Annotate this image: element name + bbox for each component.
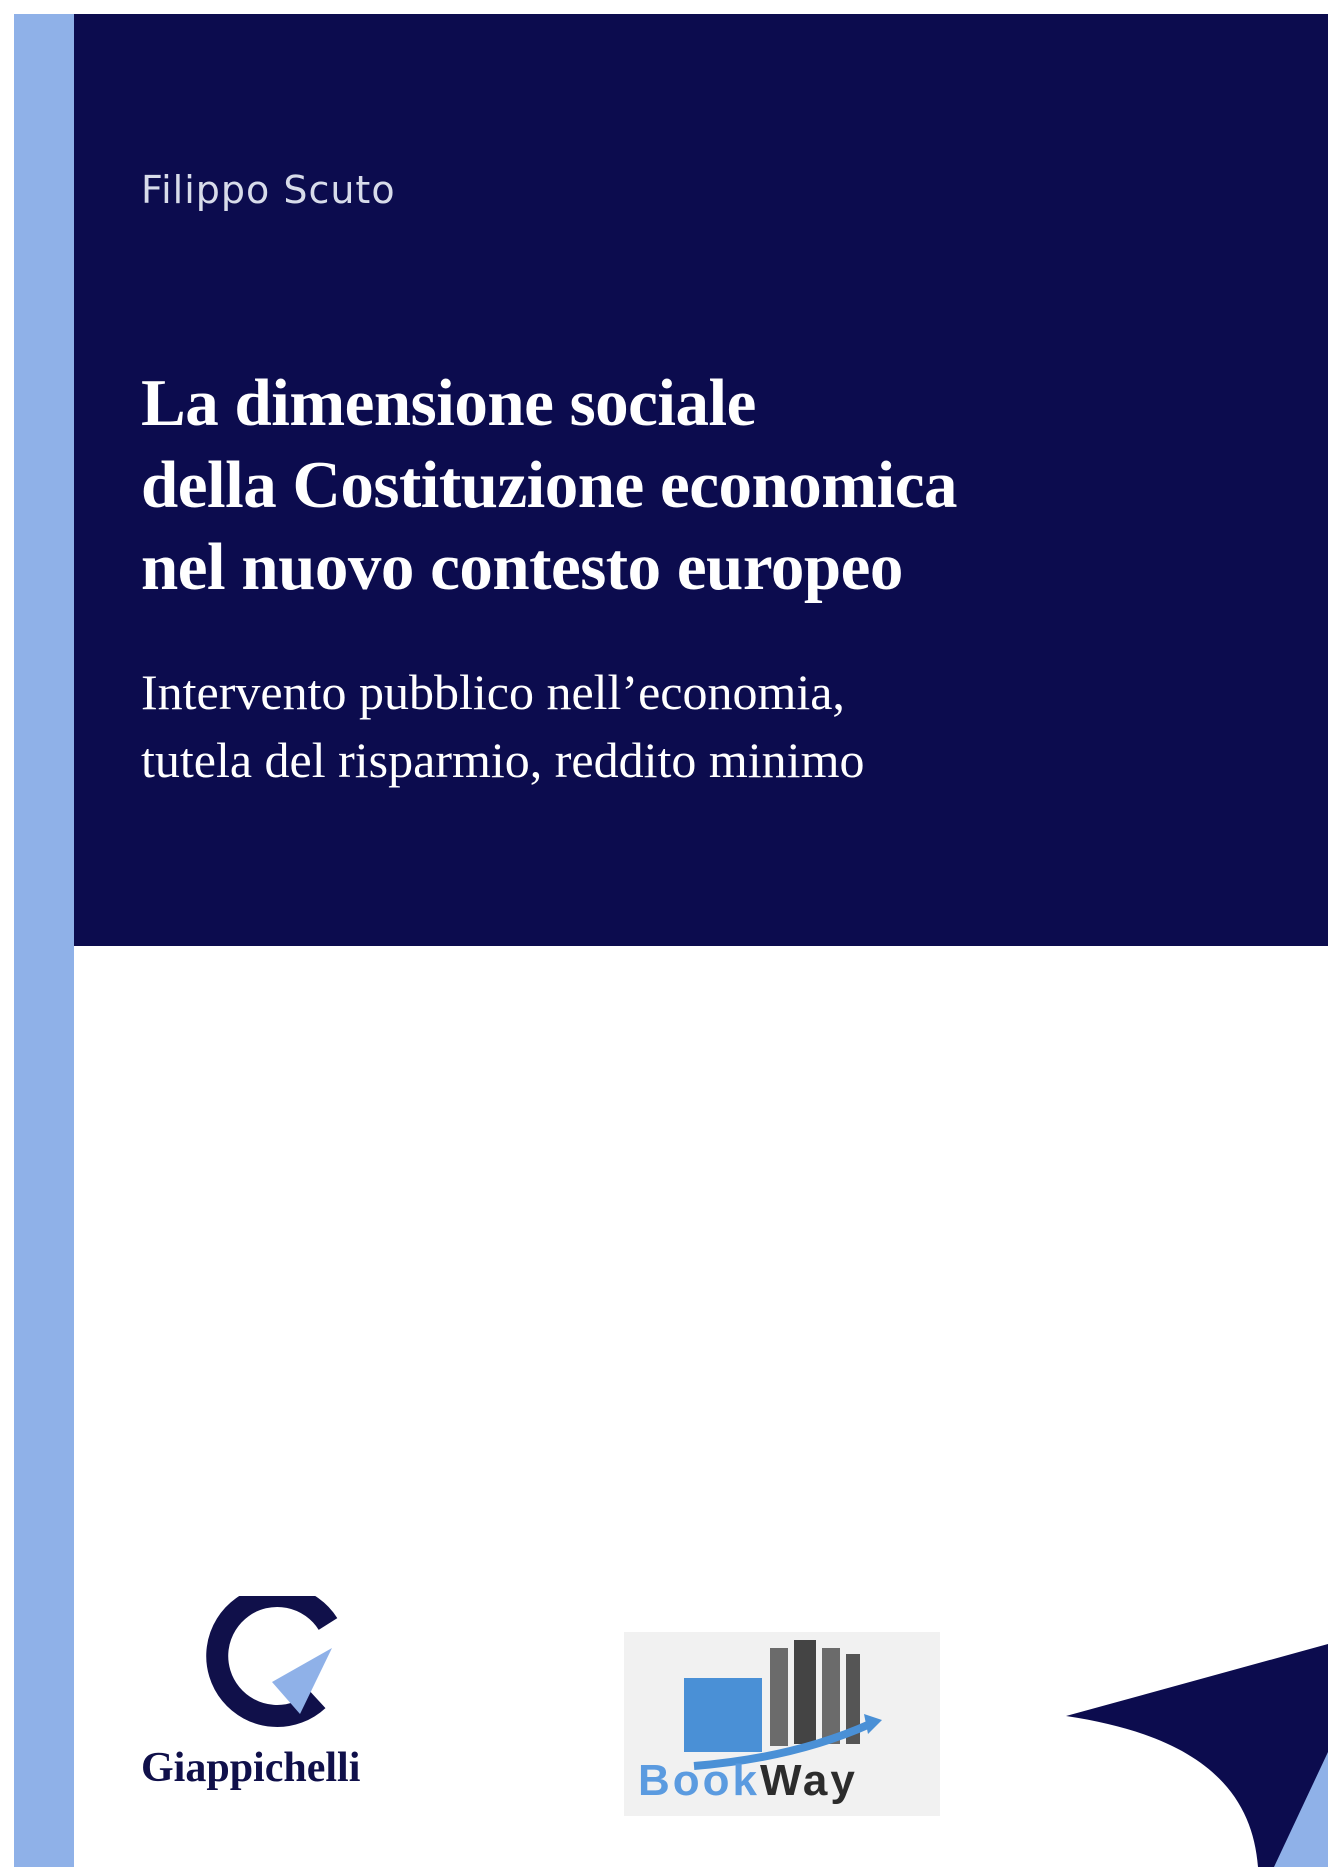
title-line: nel nuovo contesto europeo [141, 530, 903, 604]
title-line: La dimensione sociale [141, 366, 756, 440]
corner-arrow-shape [1060, 1640, 1328, 1867]
watermark-way: Way [760, 1756, 858, 1805]
publisher-logo-icon [200, 1596, 340, 1736]
author-name: Filippo Scuto [141, 168, 396, 212]
watermark-book: Book [638, 1756, 760, 1805]
watermark-text [638, 1756, 938, 1806]
publisher-name: Giappichelli [141, 1745, 361, 1791]
subtitle-line: Intervento pubblico nell’economia, [141, 664, 845, 720]
bookway-watermark [624, 1632, 940, 1816]
book-subtitle [141, 658, 1291, 794]
books-arrow-icon [684, 1640, 884, 1770]
subtitle-line: tutela del risparmio, reddito minimo [141, 732, 865, 788]
cover-spine-stripe [14, 14, 74, 1867]
title-line: della Costituzione economica [141, 448, 957, 522]
book-title [141, 362, 1291, 608]
